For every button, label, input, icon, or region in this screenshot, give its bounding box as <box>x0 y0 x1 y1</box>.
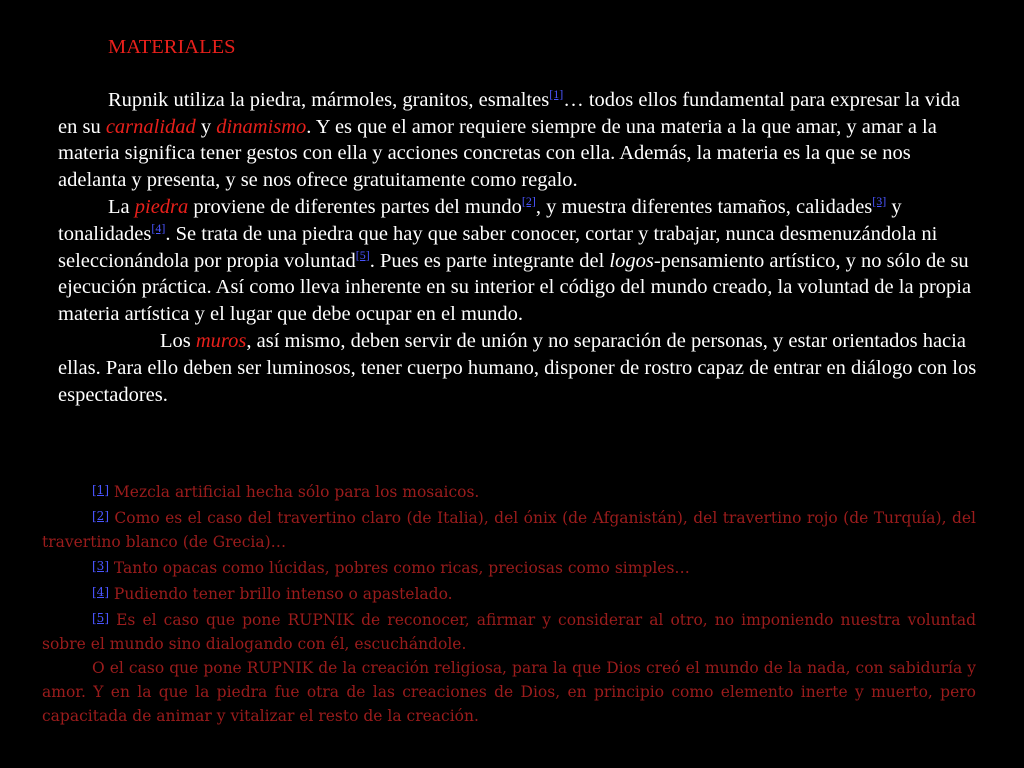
footnote-ref-5[interactable]: [5] <box>355 247 370 262</box>
footnote-text: Pudiendo tener brillo intenso o apastelado. <box>109 585 453 603</box>
section-heading: MATERIALES <box>108 36 236 58</box>
footnote-mark-4[interactable]: [4] <box>92 585 109 599</box>
footnote-mark-2[interactable]: [2] <box>92 509 109 523</box>
text-run: . Se trata de una piedra que hay que saber conocer, cortar y trabajar, nunca desmenuzándola ni seleccionándola por propia voluntad <box>58 222 938 272</box>
footnote-text: Tanto opacas como lúcidas, pobres como ricas, preciosas como simples… <box>109 559 690 577</box>
footnote-text: Es el caso que pone RUPNIK de reconocer, afirmar y considerar al otro, no imponiendo nuestra voluntad sobre el mundo sino dialogando con él, escuchándole. <box>42 611 976 653</box>
text-run: -pensamiento artístico, y no sólo de su ejecución práctica. Así como lleva inherente en su interior el código del mundo creado, la voluntad de la propia materia artística y el lugar que debe ocupar en el mundo. <box>58 249 972 326</box>
text-run: y tonalidades <box>58 195 902 245</box>
footnote-5 <box>42 606 976 656</box>
text-run: Rupnik utiliza la piedra, mármoles, granitos, esmaltes <box>108 88 550 111</box>
main-text <box>58 34 980 408</box>
footnote-mark-1[interactable]: [1] <box>92 483 109 497</box>
footnote-mark-5[interactable]: [5] <box>92 611 109 625</box>
paragraph-piedra <box>58 194 980 328</box>
footnotes <box>42 478 976 728</box>
footnote-ref-4[interactable]: [4] <box>151 220 166 235</box>
text-run: . Pues es parte integrante del <box>369 249 610 272</box>
footnote-ref-1[interactable]: [1] <box>549 86 564 101</box>
footnote-1 <box>42 478 976 504</box>
text-run: Los <box>160 329 196 352</box>
emphasis-dinamismo: dinamismo <box>216 115 307 138</box>
text-run: . Y es que el amor requiere siempre de una materia a la que amar, y amar a la materia significa tener gestos con ella y acciones concretas con ella. Además, la materia es la que se nos adelanta y presenta, y se nos ofrece gratuitamente como regalo. <box>58 115 937 192</box>
footnote-text: Mezcla artificial hecha sólo para los mosaicos. <box>109 483 480 501</box>
footnote-ref-2[interactable]: [2] <box>521 193 536 208</box>
emphasis-muros: muros <box>195 329 247 352</box>
footnote-5-continuation: O el caso que pone RUPNIK de la creación religiosa, para la que Dios creó el mundo de la nada, con sabiduría y amor. Y en la que la piedra fue otra de las creaciones de Dios, en principio como elemento inerte y muerto, pero capacitada de animar y vitalizar el resto de la creación. <box>42 659 976 725</box>
footnote-text: Como es el caso del travertino claro (de Italia), del ónix (de Afganistán), del travertino rojo (de Turquía), del travertino blanco (de Grecia)… <box>42 509 976 551</box>
footnote-ref-3[interactable]: [3] <box>872 193 887 208</box>
footnote-3 <box>42 554 976 580</box>
footnote-mark-3[interactable]: [3] <box>92 559 109 573</box>
footnote-2 <box>42 504 976 554</box>
text-run: La <box>108 195 135 218</box>
text-run: proviene de diferentes partes del mundo <box>188 195 522 218</box>
text-run: … todos ellos fundamental para expresar la vida en su <box>58 88 960 138</box>
emphasis-carnalidad: carnalidad <box>105 115 196 138</box>
text-run: , y muestra diferentes tamaños, calidades <box>535 195 873 218</box>
footnote-4 <box>42 580 976 606</box>
text-run: y <box>195 115 217 138</box>
paragraph-muros <box>58 328 980 408</box>
emphasis-piedra: piedra <box>134 195 189 218</box>
paragraph-materials <box>58 87 980 194</box>
emphasis-logos: logos <box>609 249 654 272</box>
text-run: , así mismo, deben servir de unión y no separación de personas, y estar orientados hacia ellas. Para ello deben ser luminosos, tener cuerpo humano, disponer de rostro capaz de entrar en diálogo con los espectadores. <box>58 329 977 406</box>
